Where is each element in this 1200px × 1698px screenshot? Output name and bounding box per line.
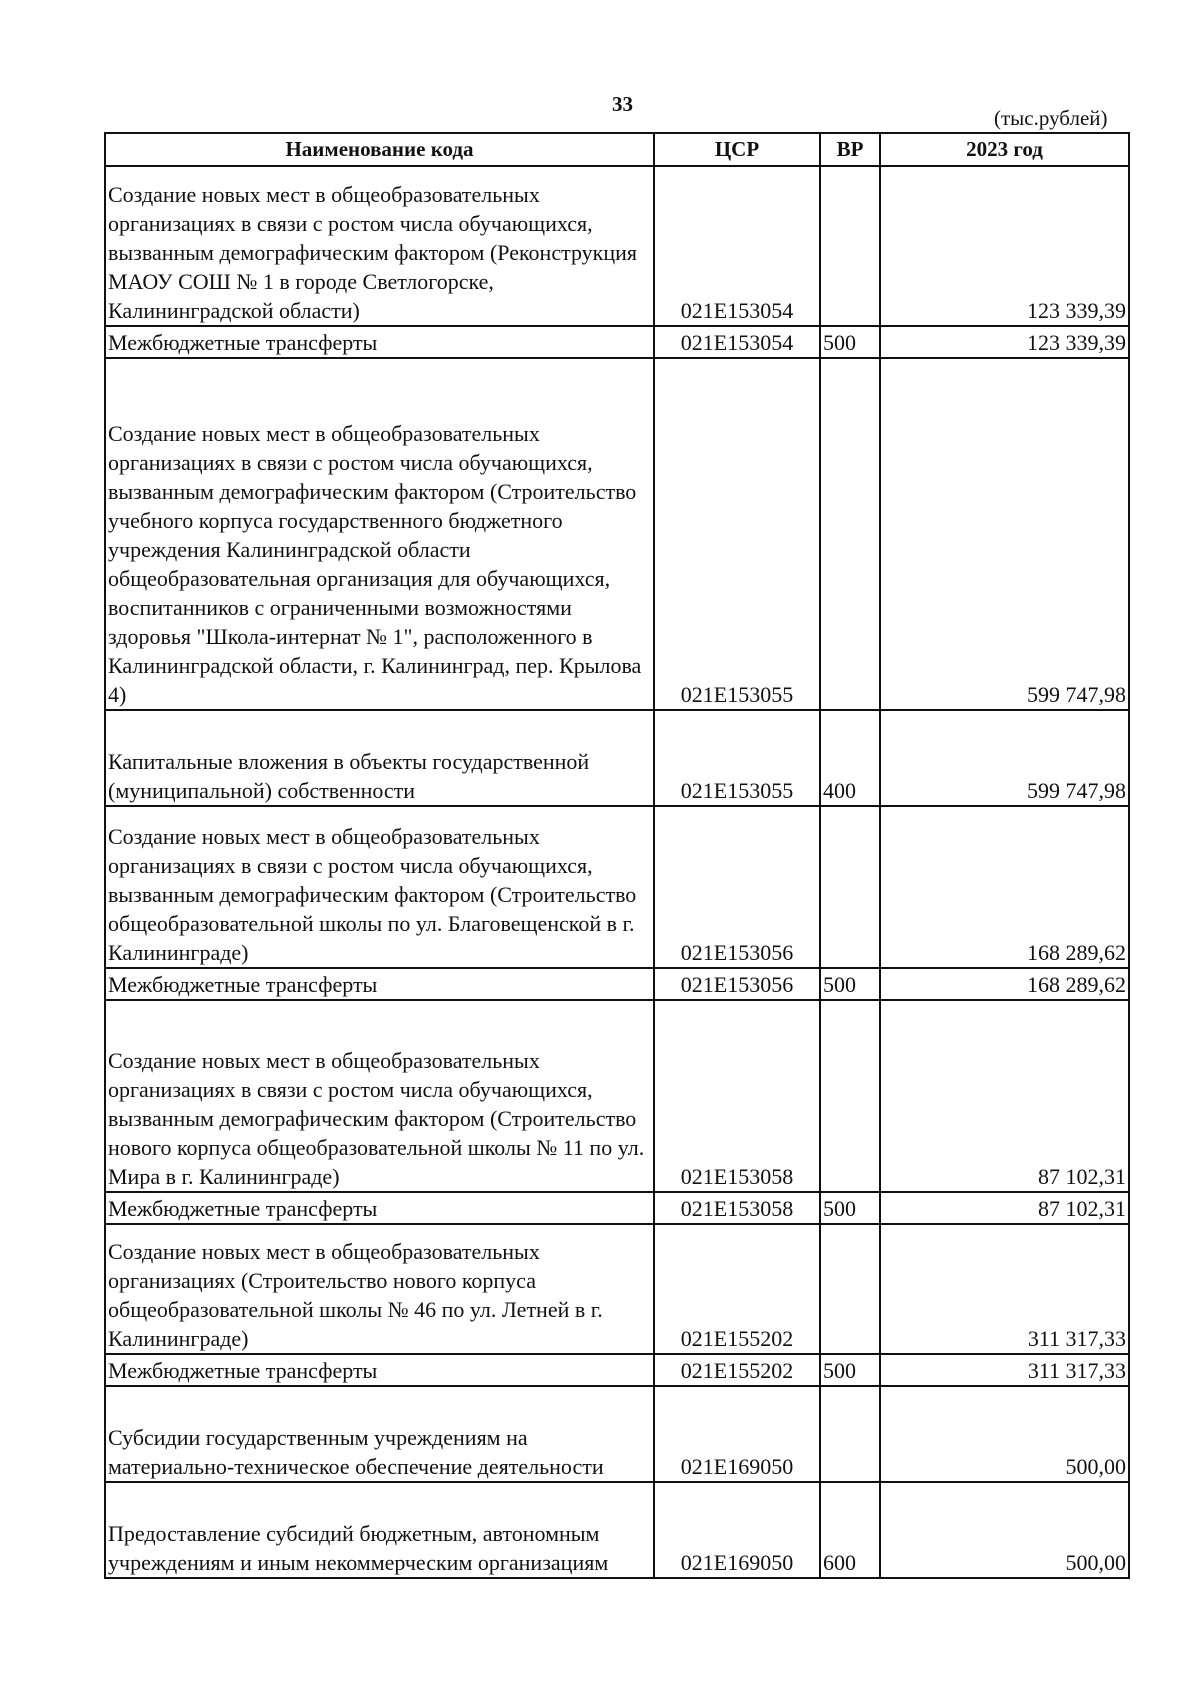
cell-csr: 021E153058 bbox=[654, 1192, 820, 1224]
table-row bbox=[105, 358, 1129, 710]
cell-csr: 021E155202 bbox=[654, 1354, 820, 1386]
cell-vr bbox=[820, 358, 880, 710]
cell-vr: 500 bbox=[820, 1192, 880, 1224]
cell-csr: 021E153055 bbox=[654, 710, 820, 806]
cell-csr: 021E153056 bbox=[654, 968, 820, 1000]
cell-csr: 021E153055 bbox=[654, 358, 820, 710]
units-label: (тыс.рублей) bbox=[994, 106, 1108, 130]
cell-name: Создание новых мест в общеобразовательных организациях в связи с ростом числа обучающихся, вызванным демографическим фактором (Строительство общеобразовательной школы по ул. Благовещенской в г. Калининграде) bbox=[105, 806, 654, 968]
header-name: Наименование кода bbox=[105, 133, 654, 166]
cell-sum: 500,00 bbox=[880, 1386, 1129, 1482]
cell-csr: 021E169050 bbox=[654, 1482, 820, 1578]
cell-sum: 168 289,62 bbox=[880, 968, 1129, 1000]
cell-vr bbox=[820, 1224, 880, 1354]
cell-name: Субсидии государственным учреждениям на материально-техническое обеспечение деятельности bbox=[105, 1386, 654, 1482]
cell-name: Создание новых мест в общеобразовательных организациях в связи с ростом числа обучающихся, вызванным демографическим фактором (Реконструкция МАОУ СОШ № 1 в городе Светлогорске, Калининградской области) bbox=[105, 166, 654, 326]
cell-vr: 500 bbox=[820, 326, 880, 358]
cell-vr: 500 bbox=[820, 968, 880, 1000]
table-row bbox=[105, 1482, 1129, 1578]
table-header-row bbox=[105, 133, 1129, 166]
budget-table bbox=[104, 132, 1130, 1579]
cell-name: Создание новых мест в общеобразовательных организациях в связи с ростом числа обучающихся, вызванным демографическим фактором (Строительство нового корпуса общеобразовательной школы № 11 по ул. Мира в г. Калининграде) bbox=[105, 1000, 654, 1192]
cell-csr: 021E153056 bbox=[654, 806, 820, 968]
page-number: 33 bbox=[612, 92, 633, 116]
cell-csr: 021E153054 bbox=[654, 326, 820, 358]
cell-sum: 311 317,33 bbox=[880, 1354, 1129, 1386]
cell-vr: 400 bbox=[820, 710, 880, 806]
cell-sum: 123 339,39 bbox=[880, 166, 1129, 326]
header-vr: ВР bbox=[820, 133, 880, 166]
cell-name: Предоставление субсидий бюджетным, автономным учреждениям и иным некоммерческим организациям bbox=[105, 1482, 654, 1578]
cell-name: Создание новых мест в общеобразовательных организациях (Строительство нового корпуса общеобразовательной школы № 46 по ул. Летней в г. Калининграде) bbox=[105, 1224, 654, 1354]
table-row bbox=[105, 1192, 1129, 1224]
table-row bbox=[105, 166, 1129, 326]
cell-name: Межбюджетные трансферты bbox=[105, 968, 654, 1000]
cell-csr: 021E155202 bbox=[654, 1224, 820, 1354]
table-row bbox=[105, 806, 1129, 968]
cell-sum: 599 747,98 bbox=[880, 710, 1129, 806]
cell-sum: 599 747,98 bbox=[880, 358, 1129, 710]
table-row bbox=[105, 1386, 1129, 1482]
cell-vr bbox=[820, 806, 880, 968]
cell-sum: 87 102,31 bbox=[880, 1192, 1129, 1224]
cell-vr: 500 bbox=[820, 1354, 880, 1386]
cell-sum: 123 339,39 bbox=[880, 326, 1129, 358]
table-row bbox=[105, 326, 1129, 358]
cell-csr: 021E153054 bbox=[654, 166, 820, 326]
cell-sum: 311 317,33 bbox=[880, 1224, 1129, 1354]
cell-csr: 021E153058 bbox=[654, 1000, 820, 1192]
cell-name: Межбюджетные трансферты bbox=[105, 1354, 654, 1386]
table-row bbox=[105, 1224, 1129, 1354]
header-year: 2023 год bbox=[880, 133, 1129, 166]
header-csr: ЦСР bbox=[654, 133, 820, 166]
cell-name: Создание новых мест в общеобразовательных организациях в связи с ростом числа обучающихся, вызванным демографическим фактором (Строительство учебного корпуса государственного бюджетного учреждения Калининградской области общеобразовательная организация для обучающихся, воспитанников с ограниченными возможностями здоровья "Школа-интернат № 1", расположенного в Калининградской области, г. Калининград, пер. Крылова 4) bbox=[105, 358, 654, 710]
cell-sum: 500,00 bbox=[880, 1482, 1129, 1578]
cell-sum: 168 289,62 bbox=[880, 806, 1129, 968]
table-row bbox=[105, 968, 1129, 1000]
cell-vr: 600 bbox=[820, 1482, 880, 1578]
cell-name: Межбюджетные трансферты bbox=[105, 326, 654, 358]
cell-vr bbox=[820, 1386, 880, 1482]
cell-vr bbox=[820, 1000, 880, 1192]
table-row bbox=[105, 1000, 1129, 1192]
cell-vr bbox=[820, 166, 880, 326]
table-row bbox=[105, 1354, 1129, 1386]
cell-name: Межбюджетные трансферты bbox=[105, 1192, 654, 1224]
cell-csr: 021E169050 bbox=[654, 1386, 820, 1482]
table-row bbox=[105, 710, 1129, 806]
cell-sum: 87 102,31 bbox=[880, 1000, 1129, 1192]
cell-name: Капитальные вложения в объекты государственной (муниципальной) собственности bbox=[105, 710, 654, 806]
